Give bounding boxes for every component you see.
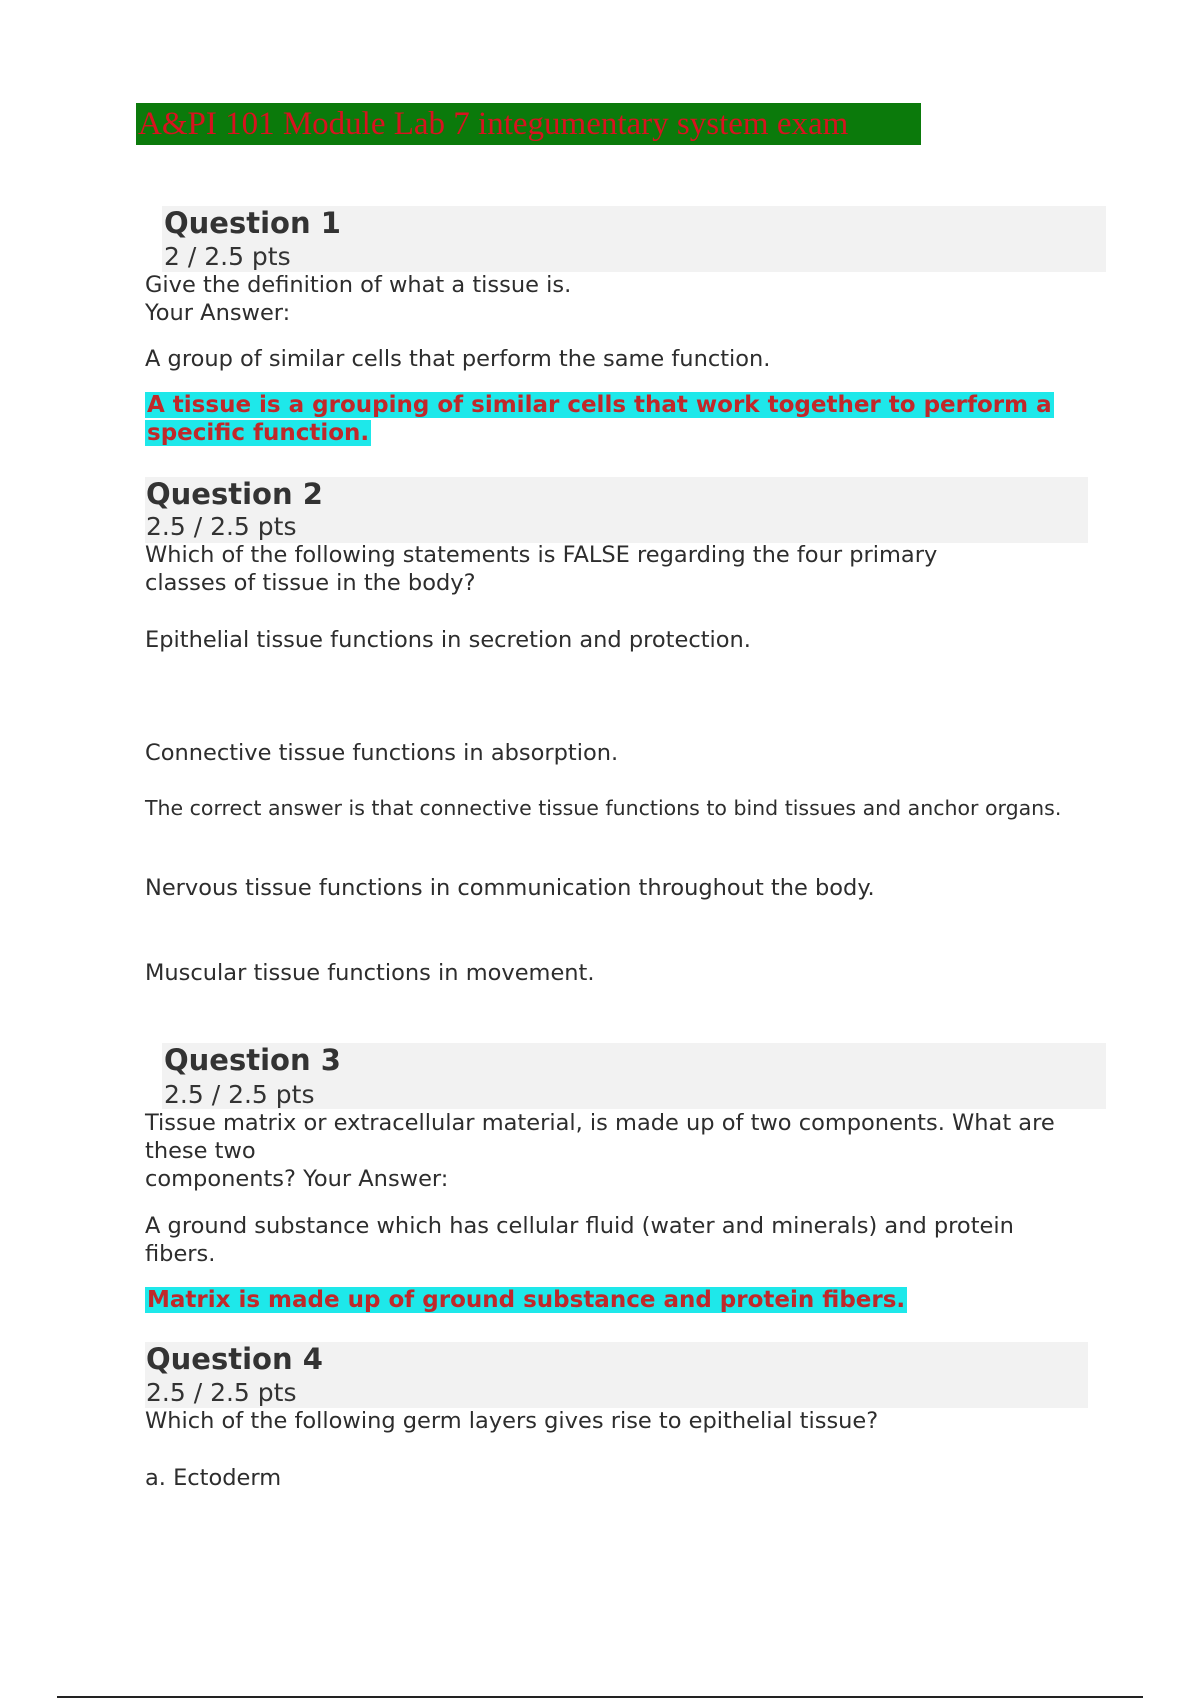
question-4-prompt: Which of the following germ layers gives rise to epithelial tissue? <box>145 1408 879 1434</box>
question-1-your-answer-label: Your Answer: <box>145 300 291 326</box>
page-bottom-rule <box>57 1696 1143 1698</box>
question-1-title: Question 1 <box>164 206 341 240</box>
question-1-correct-answer <box>145 391 1075 447</box>
question-1-correct-answer-text: A tissue is a grouping of similar cells that work together to perform a specific function. <box>147 392 1052 446</box>
question-1-answer: A group of similar cells that perform the same function. <box>145 346 771 372</box>
question-2-option-4: Muscular tissue functions in movement. <box>145 960 595 986</box>
question-3-answer: A ground substance which has cellular fluid (water and minerals) and protein fibers. <box>145 1213 1014 1267</box>
question-2-option-2: Connective tissue functions in absorption. <box>145 740 619 766</box>
question-3-correct-answer <box>145 1286 1075 1314</box>
question-2-option-1: Epithelial tissue functions in secretion and protection. <box>145 627 751 653</box>
question-2-points: 2.5 / 2.5 pts <box>146 512 297 541</box>
question-1-points: 2 / 2.5 pts <box>164 242 291 271</box>
question-4-option-a: a. Ectoderm <box>145 1465 282 1491</box>
question-2-correct-note: The correct answer is that connective tissue functions to bind tissues and anchor organs. <box>145 796 1062 820</box>
exam-title-banner: A&PI 101 Module Lab 7 integumentary system exam <box>136 103 921 145</box>
question-2-option-3: Nervous tissue functions in communication throughout the body. <box>145 875 875 901</box>
question-3-prompt-line-1: Tissue matrix or extracellular material, is made up of two components. What are these two <box>145 1110 1055 1164</box>
question-2-prompt: Which of the following statements is FALSE regarding the four primary classes of tissue in the body? <box>145 542 938 596</box>
question-3-points: 2.5 / 2.5 pts <box>164 1080 315 1109</box>
question-3-correct-answer-text: Matrix is made up of ground substance and protein fibers. <box>147 1287 906 1313</box>
question-3-prompt-line-2: components? Your Answer: <box>145 1166 449 1192</box>
question-4-title: Question 4 <box>146 1342 323 1376</box>
question-4-points: 2.5 / 2.5 pts <box>146 1378 297 1407</box>
question-3-title: Question 3 <box>164 1043 341 1077</box>
question-3-prompt <box>145 1109 1085 1193</box>
question-2-title: Question 2 <box>146 477 323 511</box>
question-1-prompt: Give the definition of what a tissue is. <box>145 272 572 298</box>
